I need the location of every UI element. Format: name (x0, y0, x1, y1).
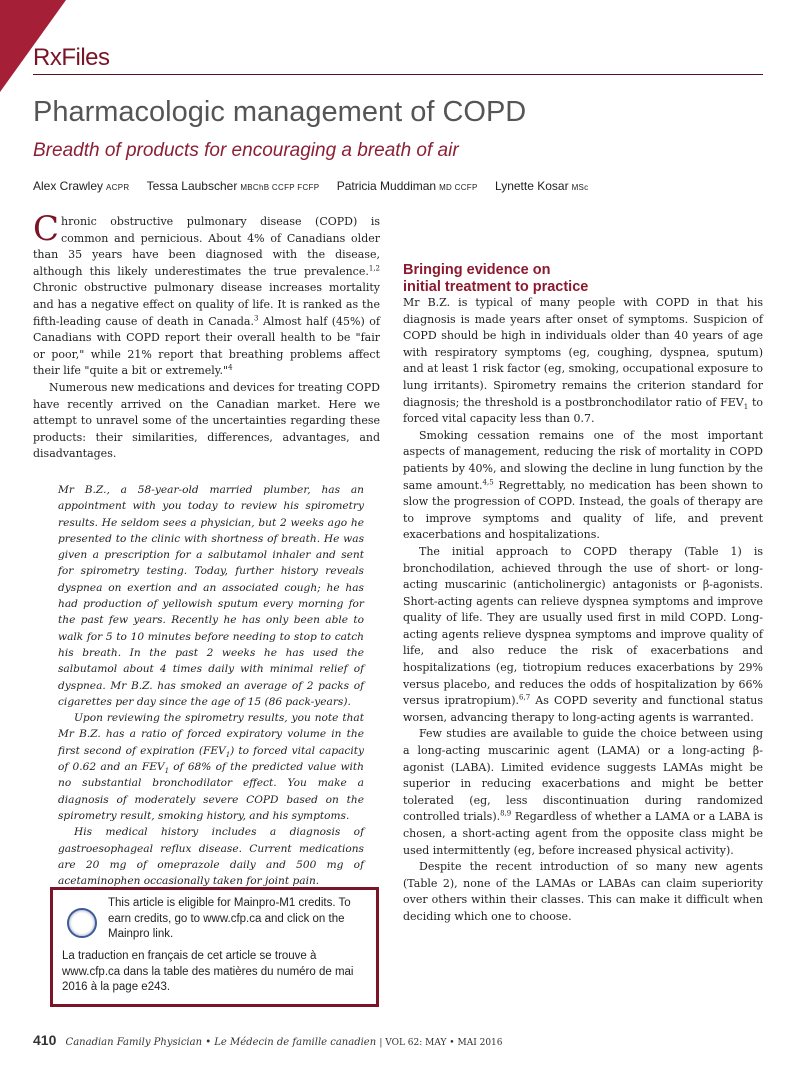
author-credentials: MSc (571, 183, 589, 192)
volume-info: | VOL 62: MAY • MAI 2016 (379, 1038, 503, 1048)
french-translation-note: La traduction en français de cet article se trouve à www.cfp.ca dans la table des matières du numéro de mai 2016 à la page e243. (62, 950, 354, 993)
drop-cap: C (33, 209, 60, 249)
section-brand: RxFiles (33, 44, 110, 71)
author-name: Lynette Kosar (494, 179, 569, 193)
page-footer (33, 1032, 503, 1048)
case-paragraph: His medical history includes a diagnosis of gastroesophageal reflux disease. Current medications are 20 mg of omeprazole daily and 500 mg of acetaminophen occasionally taken for joint pain. (58, 826, 364, 888)
intro-paragraph: Numerous new medications and devices for treating COPD have recently arrived on the Canadian market. Here we attempt to unravel some of the uncertainties regarding these products: their similarities, differences, advantages, and disadvantages. (33, 380, 380, 461)
citation: 4 (228, 363, 233, 372)
body-paragraph: Despite the recent introduction of so many new agents (Table 2), none of the LAMAs or LABAs can claim superiority over others within their classes. This can make it difficult when deciding which one to choose. (403, 860, 763, 923)
body-paragraph: Mr B.Z. is typical of many people with COPD in that his diagnosis is made years after onset of symptoms. Suspicion of COPD should be high in individuals older than 40 years of age with respiratory symptoms (eg, coughing, dyspnea, sputum) and at least 1 risk factor (eg, smoking, occupational exposure to lung irritants). Spirometry remains the criterion standard for diagnosis; the threshold is a postbronchodilator ratio of $FEV_1$ to forced vital capacity less than 0.7. (403, 296, 763, 426)
section-text (403, 295, 763, 926)
author-credentials: MD CCFP (439, 183, 478, 192)
mainpro-credit-icon (67, 908, 97, 938)
author-credentials: ACPR (106, 183, 130, 192)
page-number: 410 (33, 1032, 57, 1048)
intro-text (33, 209, 380, 463)
cme-credit-text: This article is eligible for Mainpro-M1 credits. To earn credits, go to www.cfp.ca and click on the Mainpro link. (108, 897, 351, 940)
article-subtitle: Breadth of products for encouraging a breath of air (33, 140, 459, 161)
section-heading: Bringing evidence on initial treatment to practice (403, 262, 589, 295)
citation: 3 (253, 313, 259, 322)
case-paragraph: Upon reviewing the spirometry results, you note that Mr B.Z. has a ratio of forced expiratory volume in the first second of expiration $(FEV_1)$ to forced vital capacity of 0.62 and an $FEV_1$ of 68% of the predicted value with no substantial bronchodilator effect. You make a diagnosis of moderately severe COPD based on the spirometry result, smoking history, and his symptoms. (58, 712, 364, 822)
author-name: Tessa Laubscher (146, 179, 238, 193)
case-paragraph: Mr B.Z., a 58-year-old married plumber, has an appointment with you today to review his spirometry results. He seldom sees a physician, but 2 weeks ago he presented to the clinic with shortness of breath. He was given a prescription for a salbutamol inhaler and sent for spirometry testing. Today, further history reveals dyspnea on exertion and an associated cough; he has had production of yellowish sputum every morning for the past few years. Recently he has only been able to walk for 5 to 10 minutes before needing to stop to catch his breath. In the past 2 weeks he has used the salbutamol about 4 times daily with minimal relief of dyspnea. Mr B.Z. has smoked an average of 2 packs of cigarettes per day since the age of 15 (86 pack-years). (58, 484, 364, 708)
body-paragraph: Few studies are available to guide the choice between using a long-acting muscarinic agent (LAMA) or a long-acting β-agonist (LABA). Limited evidence suggests LAMAs might be superior in reducing exacerbations and might be better tolerated (eg, less discontinuation during randomized controlled trials).$^{8,9}$ Regardless of whether a LAMA or a LABA is chosen, a short-acting agent from the opposite class might be used intermittently (eg, before increased physical activity). (403, 727, 763, 857)
citation: 1,2 (368, 264, 380, 273)
cme-credit-box (50, 887, 379, 1007)
journal-name: Canadian Family Physician • Le Médecin de famille canadien (65, 1037, 377, 1048)
intro-paragraph: Chronic obstructive pulmonary disease (COPD) is common and pernicious. About 4% of Canadians older than 35 years have been diagnosed with the disease, although this likely underestimates the true prevalence.$^{1,2}$ Chronic obstructive pulmonary disease increases mortality and has a negative effect on quality of life. It is ranked as the fifth-leading cause of death in Canada.$^3$ Almost half (45%) of Canadians with COPD report their overall health to be "fair or poor," while 21% report that breathing problems affect their life "quite a bit or extremely."$^4$ (33, 209, 380, 378)
citation: 6,7 (519, 693, 531, 702)
author-name: Patricia Muddiman (336, 179, 437, 193)
body-paragraph: Smoking cessation remains one of the most important aspects of management, reducing the risk of mortality in COPD patients by 40%, and slowing the decline in lung function by the same amount.$^{4,5}$ Regrettably, no medication has been shown to slow the progression of COPD. Instead, the goals of therapy are to improve symptoms and quality of life, and prevent exacerbations and hospitalizations. (403, 428, 764, 542)
author-credentials: MBChB CCFP FCFP (240, 183, 320, 192)
body-paragraph: The initial approach to COPD therapy (Table 1) is bronchodilation, achieved through the use of short- or long-acting muscarinic (anticholinergic) antagonists or β-agonists. Short-acting agents can relieve dyspnea symptoms and improve quality of life. They are usually used first in mild COPD. Long-acting agents relieve dyspnea symptoms and improve quality of life, and also reduce the risk of exacerbations and hospitalizations (eg, tiotropium reduces exacerbations by 29% versus placebo, and reduces the odds of hospitalization by 66% versus ipratropium).$^{6,7}$ As COPD severity and functional status worsen, advancing therapy to long-acting agents is warranted. (403, 544, 764, 724)
case-description (58, 482, 364, 889)
article-title: Pharmacologic management of COPD (33, 96, 527, 128)
header-divider (33, 74, 763, 75)
citation: 8,9 (500, 809, 512, 818)
author-list (33, 179, 602, 193)
citation: 4,5 (482, 477, 494, 486)
author-name: Alex Crawley (33, 179, 104, 193)
